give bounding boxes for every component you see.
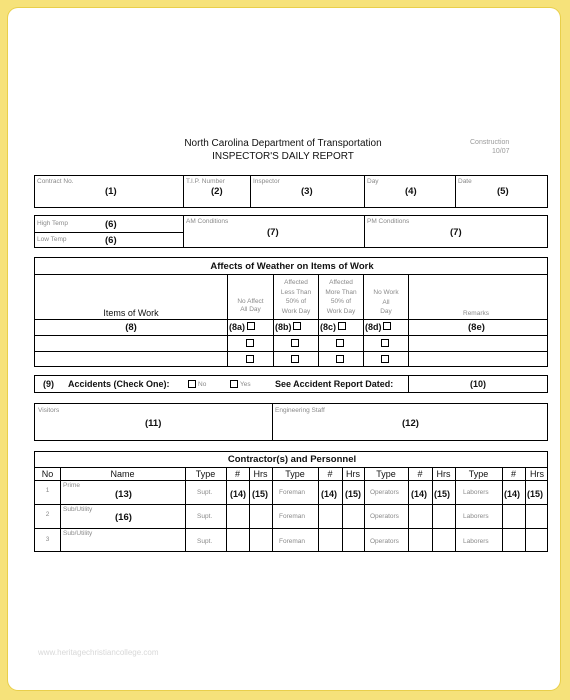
accidents-row <box>34 375 548 393</box>
col-no-work: No Work All Day <box>373 289 399 315</box>
row1-name-num[interactable]: (13) <box>115 489 132 500</box>
col-more-than-50: Affected More Than 50% of Work Day <box>325 279 357 315</box>
row1-type-supt: Supt. <box>197 489 213 496</box>
checkbox-8c[interactable] <box>338 322 346 330</box>
row1-no: 1 <box>45 487 50 494</box>
row3-name-label: Sub/Utility <box>63 530 93 537</box>
personnel-table <box>34 451 548 552</box>
tip-label: T.I.P. Number <box>186 178 225 185</box>
am-conditions-num[interactable]: (7) <box>267 227 279 238</box>
accident-report-num[interactable]: (10) <box>470 379 487 389</box>
checkbox-row3-b[interactable] <box>291 355 299 363</box>
row1-hrs-3[interactable]: (15) <box>434 489 451 499</box>
low-temp-num[interactable]: (6) <box>105 235 117 246</box>
checkbox-row2-c[interactable] <box>336 339 344 347</box>
col-count-1: # <box>234 469 240 479</box>
row1-name-label: Prime <box>63 482 80 489</box>
watermark: www.heritagechristiancollege.com <box>38 648 159 657</box>
report-title: INSPECTOR'S DAILY REPORT <box>212 151 354 162</box>
inspector-num[interactable]: (3) <box>301 186 313 197</box>
checkbox-row2-a[interactable] <box>246 339 254 347</box>
row2-type-operators: Operators <box>370 513 399 520</box>
row1-count[interactable]: (14) <box>230 489 247 499</box>
col-type-2: Type <box>285 469 305 479</box>
checkbox-row3-a[interactable] <box>246 355 254 363</box>
checkbox-row2-b[interactable] <box>291 339 299 347</box>
row2-no: 2 <box>45 511 50 518</box>
col-count-3: # <box>417 469 423 479</box>
col-hrs-4: Hrs <box>530 469 544 479</box>
personnel-title: Contractor(s) and Personnel <box>227 454 357 465</box>
weather-table <box>34 257 548 367</box>
row-conditions <box>34 215 548 248</box>
checkbox-row3-d[interactable] <box>381 355 389 363</box>
row1-hrs[interactable]: (15) <box>252 489 269 499</box>
col-type-4: Type <box>468 469 489 479</box>
day-label: Day <box>367 178 379 185</box>
corner-note-1: Construction <box>470 139 510 146</box>
row2-name-label: Sub/Utility <box>63 506 93 513</box>
col-hrs-1: Hrs <box>253 469 268 479</box>
high-temp-label: High Temp <box>37 220 68 227</box>
items-of-work-label: Items of Work <box>103 308 159 318</box>
engineering-staff-label: Engineering Staff <box>275 407 325 414</box>
contract-num[interactable]: (1) <box>105 186 117 197</box>
row3-type-operators: Operators <box>370 538 399 545</box>
visitors-row <box>34 403 548 441</box>
col-hrs-2: Hrs <box>346 469 360 479</box>
low-temp-label: Low Temp <box>37 236 67 243</box>
row1-type-foreman: Foreman <box>279 489 306 496</box>
col-type-3: Type <box>376 469 396 479</box>
row1-type-operators: Operators <box>370 489 399 496</box>
checkbox-row3-c[interactable] <box>336 355 344 363</box>
col-count-2: # <box>327 469 333 479</box>
col-count-4: # <box>510 469 516 479</box>
contract-label: Contract No. <box>37 178 74 185</box>
row1-count-3[interactable]: (14) <box>411 489 428 499</box>
engineering-staff-num[interactable]: (12) <box>402 418 419 429</box>
num-8c: (8c) <box>320 322 337 332</box>
num-8b: (8b) <box>275 322 292 332</box>
checkbox-row2-d[interactable] <box>381 339 389 347</box>
accident-yes-label: Yes <box>240 381 251 388</box>
items-num: (8) <box>125 322 137 333</box>
row-contract-info <box>34 175 548 208</box>
accident-no-label: No <box>198 381 207 388</box>
row3-type-supt: Supt. <box>197 538 213 545</box>
accident-report-label: See Accident Report Dated: <box>275 379 394 389</box>
row2-name-num[interactable]: (16) <box>115 512 132 523</box>
high-temp-num[interactable]: (6) <box>105 219 117 230</box>
day-num[interactable]: (4) <box>405 186 417 197</box>
visitors-label: Visitors <box>38 407 60 414</box>
row3-type-laborers: Laborers <box>463 538 489 545</box>
row2-type-supt: Supt. <box>197 513 213 520</box>
org-name: North Carolina Department of Transportation <box>184 138 382 149</box>
num-8d: (8d) <box>365 322 382 332</box>
col-name: Name <box>110 469 135 479</box>
pm-conditions-label: PM Conditions <box>367 218 410 225</box>
row1-hrs-4[interactable]: (15) <box>527 489 544 499</box>
row1-type-laborers: Laborers <box>463 489 489 496</box>
checkbox-8d[interactable] <box>383 322 391 330</box>
col-type-1: Type <box>195 469 216 479</box>
row1-count-4[interactable]: (14) <box>504 489 521 499</box>
remarks-label: Remarks <box>463 310 490 317</box>
checkbox-8b[interactable] <box>293 322 301 330</box>
accident-no-checkbox[interactable] <box>188 380 196 388</box>
row1-count-2[interactable]: (14) <box>321 489 338 499</box>
col-no-affect: No Affect All Day <box>237 298 264 313</box>
date-label: Date <box>458 178 472 185</box>
corner-note-2: 10/07 <box>492 148 510 155</box>
num-8a: (8a) <box>229 322 246 332</box>
col-hrs-3: Hrs <box>436 469 451 479</box>
row2-type-foreman: Foreman <box>279 513 306 520</box>
date-num[interactable]: (5) <box>497 186 509 197</box>
row3-no: 3 <box>45 536 50 543</box>
visitors-num[interactable]: (11) <box>145 418 162 429</box>
checkbox-8a[interactable] <box>247 322 255 330</box>
am-conditions-label: AM Conditions <box>186 218 229 225</box>
col-less-than-50: Affected Less Than 50% of Work Day <box>280 279 312 315</box>
pm-conditions-num[interactable]: (7) <box>450 227 462 238</box>
tip-num[interactable]: (2) <box>211 186 223 197</box>
inspector-label: Inspector <box>253 178 280 185</box>
accidents-num: (9) <box>43 379 54 389</box>
weather-title: Affects of Weather on Items of Work <box>210 261 374 272</box>
accident-yes-checkbox[interactable] <box>230 380 238 388</box>
accidents-label: Accidents (Check One): <box>68 379 170 389</box>
row1-hrs-2[interactable]: (15) <box>345 489 362 499</box>
row3-type-foreman: Foreman <box>279 538 306 545</box>
row2-type-laborers: Laborers <box>463 513 489 520</box>
num-8e: (8e) <box>468 322 485 333</box>
col-no: No <box>41 469 54 479</box>
